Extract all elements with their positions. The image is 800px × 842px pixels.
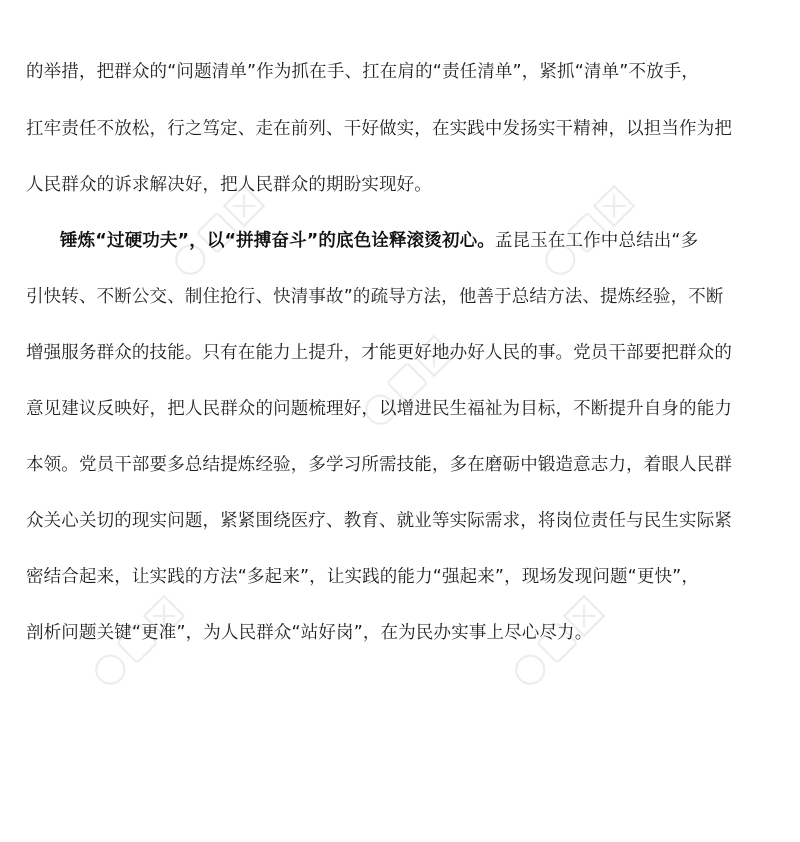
paragraph-line: 意见建议反映好，把人民群众的问题梳理好，以增进民生福祉为目标，不断提升自身的能力: [26, 399, 732, 419]
paragraph-line: 引快转、不断公交、制住抢行、快清事故”的疏导方法，他善于总结方法、提炼经验，不断: [26, 287, 724, 307]
paragraph-line: 本领。党员干部要多总结提炼经验，多学习所需技能，多在磨砺中锻造意志力，着眼人民群: [26, 455, 732, 475]
paragraph-text: 孟昆玉在工作中总结出“多: [494, 231, 699, 251]
watermark: [330, 300, 490, 460]
paragraph-line: 增强服务群众的技能。只有在能力上提升，才能更好地办好人民的事。党员干部要把群众的: [26, 343, 732, 363]
paragraph-line: [26, 226, 778, 256]
watermark-logo-icon: [330, 300, 490, 460]
paragraph-line: 的举措，把群众的“问题清单”作为抓在手、扛在肩的“责任清单”，紧抓“清单”不放手，: [26, 62, 700, 82]
paragraph-line: 密结合起来，让实践的方法“多起来”，让实践的能力“强起来”，现场发现问题“更快”，: [26, 567, 700, 587]
paragraph-line: 扛牢责任不放松，行之笃定、走在前列、干好做实，在实践中发扬实干精神，以担当作为把: [26, 119, 732, 139]
paragraph-line: 人民群众的诉求解决好，把人民群众的期盼实现好。: [26, 175, 432, 195]
paragraph-line: 剖析问题关键“更准”，为人民群众“站好岗”，在为民办实事上尽心尽力。: [26, 623, 593, 643]
paragraph-line: 众关心关切的现实问题，紧紧围绕医疗、教育、就业等实际需求，将岗位责任与民生实际紧: [26, 511, 732, 531]
bold-lead-sentence: 锤炼“过硬功夫”，以“拼搏奋斗”的底色诠释滚烫初心。: [60, 231, 495, 251]
